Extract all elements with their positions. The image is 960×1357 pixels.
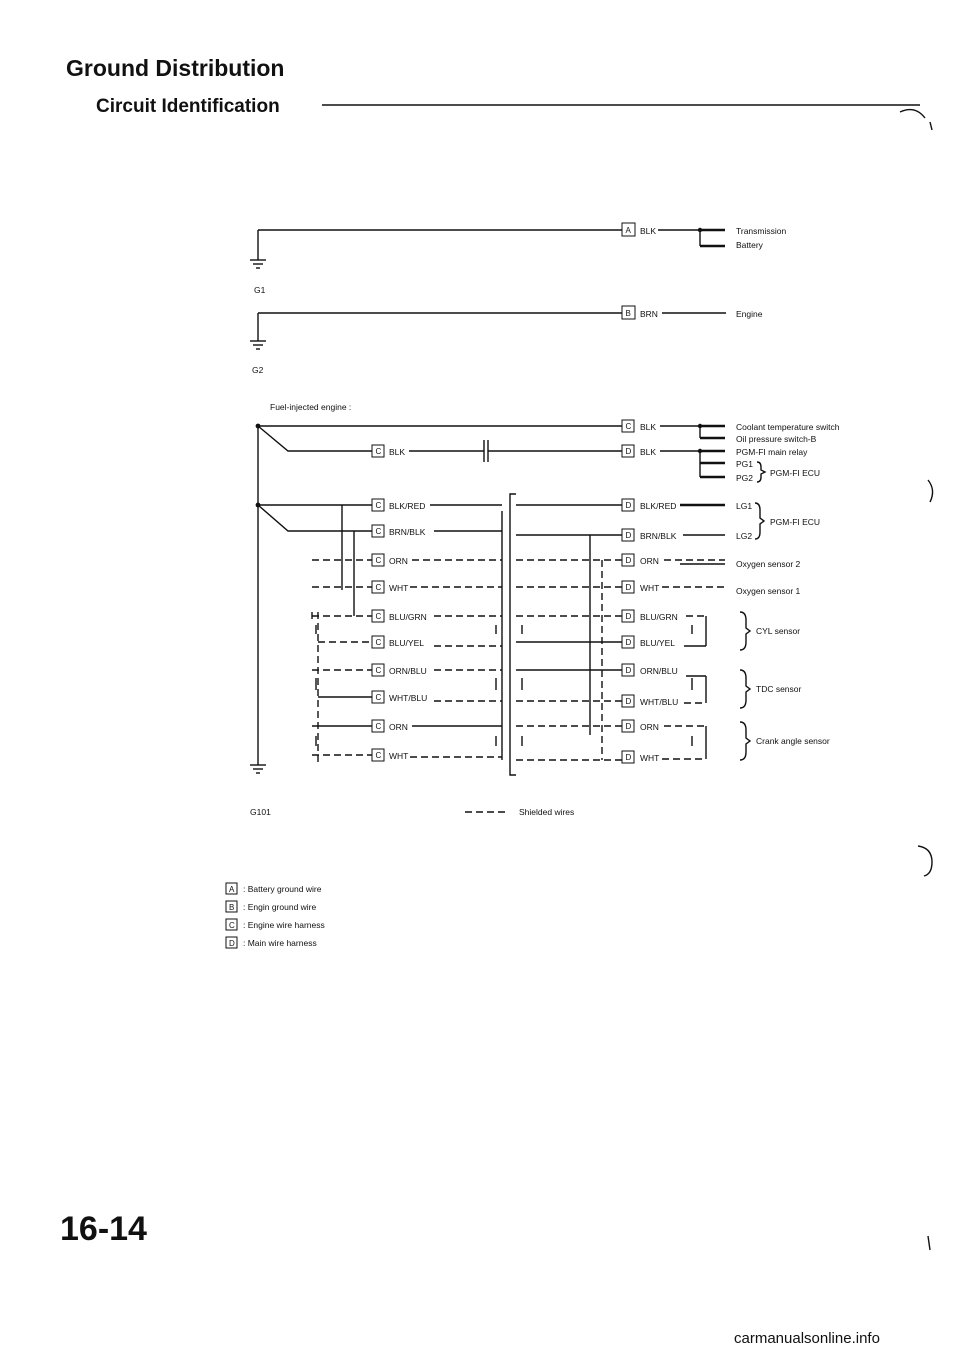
dest-oxy1: Oxygen sensor 1 bbox=[736, 586, 801, 596]
wire-label: BLU/YEL bbox=[640, 638, 675, 648]
dest-tdc: TDC sensor bbox=[756, 684, 802, 694]
wire-color-label: BRN bbox=[640, 309, 658, 319]
wire-label: ORN bbox=[640, 556, 659, 566]
wire-label: BLK bbox=[640, 422, 657, 432]
legend-key: A bbox=[229, 885, 235, 894]
dest-pgm-ecu: PGM-FI ECU bbox=[770, 468, 821, 478]
wire-label: ORN bbox=[389, 556, 408, 566]
connector-letter: D bbox=[625, 447, 632, 456]
connector-letter: C bbox=[375, 612, 382, 621]
brace-icon bbox=[740, 670, 750, 708]
scan-mark bbox=[928, 480, 933, 502]
wire-label: BLK/RED bbox=[389, 501, 426, 511]
page-title: Ground Distribution bbox=[66, 55, 285, 81]
connector-letter: D bbox=[625, 531, 632, 540]
connector-letter: C bbox=[375, 693, 382, 702]
connector-letter: C bbox=[375, 447, 382, 456]
dest-pgm-relay: PGM-FI main relay bbox=[736, 447, 808, 457]
wire-label: WHT/BLU bbox=[640, 697, 679, 707]
brace-icon bbox=[740, 612, 750, 650]
legend-key: C bbox=[229, 921, 235, 930]
wire-label: ORN/BLU bbox=[389, 666, 427, 676]
brace-icon bbox=[740, 722, 750, 760]
connector-letter: D bbox=[625, 638, 632, 647]
connector-letter: B bbox=[625, 309, 631, 318]
connector-letter: D bbox=[625, 556, 632, 565]
circuit-g1 bbox=[250, 223, 786, 295]
wire-label: WHT bbox=[640, 583, 660, 593]
dest-lg2: LG2 bbox=[736, 531, 753, 541]
connector-letter: C bbox=[375, 751, 382, 760]
legend-key: D bbox=[229, 939, 235, 948]
dest-oil: Oil pressure switch-B bbox=[736, 434, 817, 444]
dest-pg2: PG2 bbox=[736, 473, 754, 483]
wire-label: WHT bbox=[389, 583, 409, 593]
connector-letter: C bbox=[625, 422, 632, 431]
connector-letter: D bbox=[625, 612, 632, 621]
brace-icon bbox=[755, 503, 764, 539]
dest-engine: Engine bbox=[736, 309, 763, 319]
connector-letter: D bbox=[625, 753, 632, 762]
dest-crank: Crank angle sensor bbox=[756, 736, 830, 746]
watermark: carmanualsonline.info bbox=[734, 1330, 880, 1347]
wire-label: ORN bbox=[389, 722, 408, 732]
brace-icon bbox=[757, 462, 765, 482]
scan-mark bbox=[928, 1236, 930, 1250]
wire-label: BLK bbox=[640, 447, 657, 457]
ground-label-g2: G2 bbox=[252, 365, 264, 375]
wire-label: BLU/YEL bbox=[389, 638, 424, 648]
wire-label: BLK/RED bbox=[640, 501, 677, 511]
connector-letter: A bbox=[625, 226, 631, 235]
shield-legend-label: Shielded wires bbox=[519, 807, 575, 817]
connector-letter: C bbox=[375, 527, 382, 536]
wire-color-label: BLK bbox=[640, 226, 657, 236]
dest-battery: Battery bbox=[736, 240, 763, 250]
connector-letter: D bbox=[625, 666, 632, 675]
connector-letter: C bbox=[375, 666, 382, 675]
connector-letter: C bbox=[375, 638, 382, 647]
wire-label: BRN/BLK bbox=[389, 527, 426, 537]
wire-label: ORN/BLU bbox=[640, 666, 678, 676]
wire-label: BRN/BLK bbox=[640, 531, 677, 541]
dest-cyl: CYL sensor bbox=[756, 626, 801, 636]
dest-coolant: Coolant temperature switch bbox=[736, 422, 840, 432]
legend-key: B bbox=[229, 903, 235, 912]
connector-letter: D bbox=[625, 583, 632, 592]
circuit-g2 bbox=[250, 306, 763, 375]
connector-letter: C bbox=[375, 722, 382, 731]
connector-letter: D bbox=[625, 697, 632, 706]
fuel-injected-heading: Fuel-injected engine : bbox=[270, 402, 352, 412]
ground-symbol-icon bbox=[250, 760, 266, 773]
connector-letter: C bbox=[375, 501, 382, 510]
ground-symbol-icon bbox=[250, 336, 266, 349]
wire-label: WHT bbox=[389, 751, 409, 761]
wire-label: ORN bbox=[640, 722, 659, 732]
scan-mark bbox=[930, 122, 932, 130]
wire-label: WHT bbox=[640, 753, 660, 763]
scan-mark bbox=[918, 846, 932, 876]
page-number: 16-14 bbox=[60, 1210, 147, 1248]
legend-text: : Engin ground wire bbox=[243, 902, 317, 912]
connector-letter: D bbox=[625, 722, 632, 731]
legend-text: : Engine wire harness bbox=[243, 920, 325, 930]
legend-text: : Battery ground wire bbox=[243, 884, 322, 894]
ground-label-g1: G1 bbox=[254, 285, 266, 295]
wire-label: BLK bbox=[389, 447, 406, 457]
connector-letter: C bbox=[375, 556, 382, 565]
connector-legend bbox=[226, 883, 325, 948]
scan-mark bbox=[900, 110, 925, 118]
destination-labels bbox=[736, 422, 840, 760]
connector-letter: D bbox=[625, 501, 632, 510]
dest-pg1: PG1 bbox=[736, 459, 754, 469]
right-wire-rows bbox=[622, 420, 725, 763]
wire-label: BLU/GRN bbox=[389, 612, 427, 622]
connector-letter: C bbox=[375, 583, 382, 592]
wire-label: WHT/BLU bbox=[389, 693, 428, 703]
ground-label-g101: G101 bbox=[250, 807, 271, 817]
section-subtitle: Circuit Identification bbox=[96, 96, 280, 117]
dest-lg1: LG1 bbox=[736, 501, 753, 511]
wire-label: BLU/GRN bbox=[640, 612, 678, 622]
legend-text: : Main wire harness bbox=[243, 938, 317, 948]
ground-symbol-icon bbox=[250, 255, 266, 268]
dest-transmission: Transmission bbox=[736, 226, 787, 236]
dest-oxy2: Oxygen sensor 2 bbox=[736, 559, 801, 569]
dest-pgm-ecu-2: PGM-FI ECU bbox=[770, 517, 821, 527]
